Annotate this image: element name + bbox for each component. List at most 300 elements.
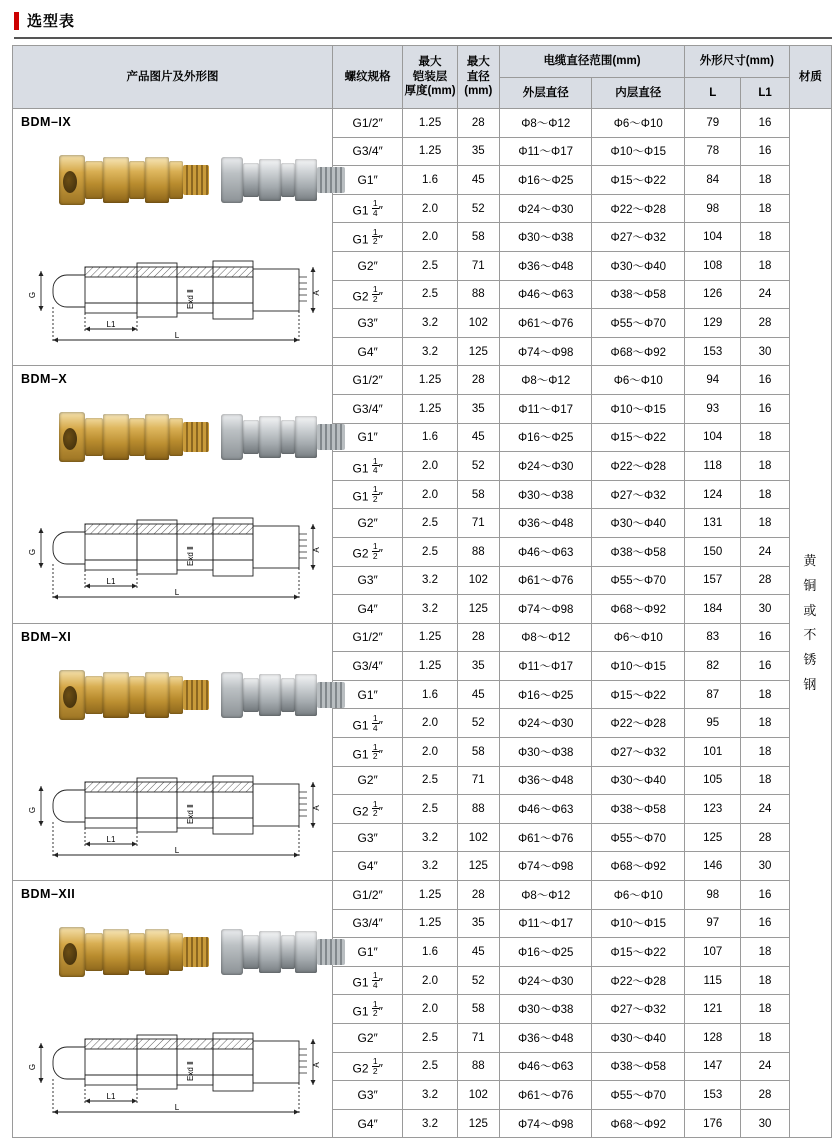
header-maxdia-line3: (mm) xyxy=(464,85,493,98)
cell-max-diameter: 35 xyxy=(457,652,499,681)
cell-inner-diameter: Φ15～Φ22 xyxy=(592,938,685,967)
thread-fraction: $\frac{1}{2}$ xyxy=(372,1056,378,1076)
cell-max-diameter: 102 xyxy=(457,309,499,338)
header-thread: 螺纹规格 xyxy=(332,46,402,109)
cell-armor-thickness: 2.0 xyxy=(403,966,457,995)
cell-max-diameter: 28 xyxy=(457,881,499,910)
brass-cable-gland-photo xyxy=(59,925,209,979)
cell-max-diameter: 28 xyxy=(457,623,499,652)
thread-fraction: $\frac{1}{4}$ xyxy=(372,713,378,733)
cell-inner-diameter: Φ6～Φ10 xyxy=(592,366,685,395)
cell-outer-diameter: Φ11～Φ17 xyxy=(499,909,592,938)
header-maxdia-line1: 最大 xyxy=(466,56,490,69)
material-char: 不 xyxy=(803,627,818,643)
cell-thread-spec: G2″ xyxy=(332,251,402,280)
cell-outer-diameter: Φ74～Φ98 xyxy=(499,337,592,366)
brass-hex-nut xyxy=(103,672,129,718)
cell-thread-spec: G3″ xyxy=(332,1081,402,1110)
steel-segment xyxy=(281,163,295,197)
cell-armor-thickness: 3.2 xyxy=(403,1081,457,1110)
cell-max-diameter: 45 xyxy=(457,938,499,967)
cell-inner-diameter: Φ38～Φ58 xyxy=(592,280,685,309)
brass-hex-nut xyxy=(145,414,169,460)
cell-outer-diameter: Φ61～Φ76 xyxy=(499,823,592,852)
cell-inner-diameter: Φ38～Φ58 xyxy=(592,537,685,566)
cell-armor-thickness: 3.2 xyxy=(403,823,457,852)
cell-armor-thickness: 3.2 xyxy=(403,566,457,595)
cell-armor-thickness: 1.25 xyxy=(403,366,457,395)
cell-armor-thickness: 2.5 xyxy=(403,795,457,824)
cell-length-L: 157 xyxy=(685,566,741,595)
cell-armor-thickness: 2.5 xyxy=(403,280,457,309)
cell-thread-spec: G3/4″ xyxy=(332,909,402,938)
cell-max-diameter: 58 xyxy=(457,480,499,509)
cell-length-L1: 24 xyxy=(741,280,789,309)
thread-fraction: $\frac{1}{4}$ xyxy=(372,970,378,990)
cell-length-L: 97 xyxy=(685,909,741,938)
cell-length-L: 93 xyxy=(685,394,741,423)
outline-drawing xyxy=(27,1013,323,1121)
steel-segment xyxy=(281,678,295,712)
drawing-label-L: L xyxy=(174,845,180,855)
cell-length-L1: 18 xyxy=(741,738,789,767)
cell-armor-thickness: 2.0 xyxy=(403,738,457,767)
cell-max-diameter: 102 xyxy=(457,566,499,595)
cell-length-L: 131 xyxy=(685,509,741,538)
cell-inner-diameter: Φ6～Φ10 xyxy=(592,109,685,138)
thread-fraction: $\frac{1}{2}$ xyxy=(372,284,378,304)
outline-drawing-svg xyxy=(27,241,323,345)
cell-armor-thickness: 2.5 xyxy=(403,1024,457,1053)
thread-fraction: $\frac{1}{2}$ xyxy=(372,484,378,504)
cell-armor-thickness: 1.25 xyxy=(403,881,457,910)
header-outer-diameter: 外层直径 xyxy=(499,77,592,109)
cell-armor-thickness: 3.2 xyxy=(403,1109,457,1138)
cell-max-diameter: 88 xyxy=(457,537,499,566)
cell-length-L1: 18 xyxy=(741,194,789,223)
drawing-label-L1: L1 xyxy=(106,834,116,844)
cell-outer-diameter: Φ16～Φ25 xyxy=(499,938,592,967)
header-max-diameter xyxy=(457,46,499,109)
cell-thread-spec: G1 $\frac{1}{2}$ ″ xyxy=(332,738,402,767)
outline-drawing xyxy=(27,241,323,349)
cell-length-L: 78 xyxy=(685,137,741,166)
cell-thread-spec: G1 $\frac{1}{4}$ ″ xyxy=(332,452,402,481)
cell-armor-thickness: 1.25 xyxy=(403,652,457,681)
drawing-label-L: L xyxy=(174,588,180,598)
steel-hex-nut xyxy=(295,159,317,201)
cell-outer-diameter: Φ74～Φ98 xyxy=(499,852,592,881)
cell-max-diameter: 28 xyxy=(457,109,499,138)
cell-length-L: 153 xyxy=(685,337,741,366)
cell-inner-diameter: Φ27～Φ32 xyxy=(592,738,685,767)
drawing-label-A: A xyxy=(312,547,321,554)
model-label: BDM–X xyxy=(21,372,68,387)
cell-length-L1: 18 xyxy=(741,480,789,509)
cell-thread-spec: G1″ xyxy=(332,166,402,195)
cell-max-diameter: 102 xyxy=(457,1081,499,1110)
cell-max-diameter: 58 xyxy=(457,995,499,1024)
cell-outer-diameter: Φ30～Φ38 xyxy=(499,480,592,509)
header-maxdia-line2: 直径 xyxy=(466,70,490,83)
brass-segment xyxy=(129,933,145,971)
cell-outer-diameter: Φ36～Φ48 xyxy=(499,766,592,795)
brass-segment xyxy=(169,161,183,199)
cell-inner-diameter: Φ15～Φ22 xyxy=(592,423,685,452)
cell-length-L1: 18 xyxy=(741,223,789,252)
cell-thread-spec: G3/4″ xyxy=(332,394,402,423)
cell-thread-spec: G4″ xyxy=(332,595,402,624)
product-image-cell xyxy=(13,366,333,623)
cell-length-L1: 18 xyxy=(741,166,789,195)
cell-length-L: 128 xyxy=(685,1024,741,1053)
cell-max-diameter: 125 xyxy=(457,337,499,366)
cell-outer-diameter: Φ8～Φ12 xyxy=(499,623,592,652)
cell-inner-diameter: Φ55～Φ70 xyxy=(592,1081,685,1110)
cell-length-L1: 16 xyxy=(741,652,789,681)
cell-max-diameter: 71 xyxy=(457,766,499,795)
cell-max-diameter: 71 xyxy=(457,509,499,538)
steel-segment xyxy=(243,935,259,969)
cell-max-diameter: 35 xyxy=(457,394,499,423)
cell-length-L: 147 xyxy=(685,1052,741,1081)
cell-thread-spec: G4″ xyxy=(332,1109,402,1138)
brass-hex-nut xyxy=(103,157,129,203)
cell-length-L1: 18 xyxy=(741,966,789,995)
brass-segment xyxy=(85,418,103,456)
cell-thread-spec: G2″ xyxy=(332,509,402,538)
cell-length-L: 153 xyxy=(685,1081,741,1110)
cell-max-diameter: 71 xyxy=(457,251,499,280)
page-title-bar xyxy=(0,0,840,37)
drawing-label-A: A xyxy=(312,290,321,296)
cell-length-L1: 30 xyxy=(741,852,789,881)
cell-length-L1: 28 xyxy=(741,309,789,338)
outline-drawing xyxy=(27,756,323,864)
thread-fraction: $\frac{1}{4}$ xyxy=(372,198,378,218)
cell-thread-spec: G4″ xyxy=(332,337,402,366)
cell-thread-spec: G1 $\frac{1}{4}$ ″ xyxy=(332,966,402,995)
drawing-label-exd: Exd Ⅱ xyxy=(186,289,195,309)
cell-inner-diameter: Φ22～Φ28 xyxy=(592,194,685,223)
cell-outer-diameter: Φ24～Φ30 xyxy=(499,194,592,223)
cell-armor-thickness: 1.6 xyxy=(403,423,457,452)
cell-armor-thickness: 2.0 xyxy=(403,995,457,1024)
cell-thread-spec: G3″ xyxy=(332,566,402,595)
cell-inner-diameter: Φ27～Φ32 xyxy=(592,223,685,252)
cell-armor-thickness: 2.5 xyxy=(403,251,457,280)
selection-table xyxy=(12,45,832,1138)
cell-inner-diameter: Φ6～Φ10 xyxy=(592,623,685,652)
cell-outer-diameter: Φ30～Φ38 xyxy=(499,223,592,252)
brass-cable-gland-photo xyxy=(59,153,209,207)
cell-inner-diameter: Φ27～Φ32 xyxy=(592,995,685,1024)
cell-length-L: 108 xyxy=(685,251,741,280)
brass-hex-nut xyxy=(145,157,169,203)
header-cable-range: 电缆直径范围(mm) xyxy=(499,46,684,78)
thread-fraction: $\frac{1}{2}$ xyxy=(372,541,378,561)
cell-thread-spec: G1 $\frac{1}{4}$ ″ xyxy=(332,709,402,738)
cell-inner-diameter: Φ30～Φ40 xyxy=(592,1024,685,1053)
cell-max-diameter: 88 xyxy=(457,795,499,824)
cell-inner-diameter: Φ55～Φ70 xyxy=(592,566,685,595)
cell-length-L: 83 xyxy=(685,623,741,652)
drawing-label-L1: L1 xyxy=(106,1092,116,1102)
cell-length-L1: 18 xyxy=(741,709,789,738)
cell-thread-spec: G3″ xyxy=(332,823,402,852)
cell-length-L1: 16 xyxy=(741,881,789,910)
cell-length-L1: 18 xyxy=(741,1024,789,1053)
cell-length-L1: 16 xyxy=(741,366,789,395)
cell-inner-diameter: Φ15～Φ22 xyxy=(592,680,685,709)
cell-inner-diameter: Φ68～Φ92 xyxy=(592,852,685,881)
cell-inner-diameter: Φ55～Φ70 xyxy=(592,309,685,338)
header-armor-line1: 最大 xyxy=(418,56,442,69)
drawing-label-G: G xyxy=(28,1063,37,1071)
cell-max-diameter: 52 xyxy=(457,194,499,223)
steel-thread xyxy=(317,167,345,193)
cell-length-L1: 18 xyxy=(741,423,789,452)
cell-max-diameter: 45 xyxy=(457,423,499,452)
cell-material xyxy=(789,109,831,1138)
cell-outer-diameter: Φ30～Φ38 xyxy=(499,995,592,1024)
brass-hex-nut xyxy=(145,929,169,975)
cell-thread-spec: G1″ xyxy=(332,680,402,709)
brass-segment xyxy=(129,418,145,456)
cell-max-diameter: 88 xyxy=(457,280,499,309)
title-divider xyxy=(14,37,832,39)
cell-length-L1: 18 xyxy=(741,995,789,1024)
cell-outer-diameter: Φ24～Φ30 xyxy=(499,709,592,738)
steel-entry-cap xyxy=(221,414,243,460)
cell-length-L: 176 xyxy=(685,1109,741,1138)
brass-cable-gland-photo xyxy=(59,410,209,464)
cell-armor-thickness: 2.0 xyxy=(403,709,457,738)
brass-thread xyxy=(183,422,209,452)
cell-max-diameter: 45 xyxy=(457,680,499,709)
cell-thread-spec: G2″ xyxy=(332,1024,402,1053)
cell-thread-spec: G1/2″ xyxy=(332,623,402,652)
brass-entry-cap xyxy=(59,155,85,205)
cell-length-L1: 24 xyxy=(741,795,789,824)
cell-armor-thickness: 2.0 xyxy=(403,480,457,509)
drawing-label-L: L xyxy=(174,1103,180,1113)
cell-outer-diameter: Φ61～Φ76 xyxy=(499,566,592,595)
cell-length-L1: 16 xyxy=(741,137,789,166)
steel-segment xyxy=(243,420,259,454)
cell-inner-diameter: Φ55～Φ70 xyxy=(592,823,685,852)
brass-segment xyxy=(129,676,145,714)
cell-length-L1: 18 xyxy=(741,452,789,481)
cell-inner-diameter: Φ30～Φ40 xyxy=(592,766,685,795)
cell-thread-spec: G2 $\frac{1}{2}$ ″ xyxy=(332,537,402,566)
drawing-label-L1: L1 xyxy=(106,577,116,587)
steel-segment xyxy=(281,935,295,969)
header-armor-line2: 铠装层 xyxy=(412,70,448,83)
cell-length-L: 129 xyxy=(685,309,741,338)
table-wrapper xyxy=(0,45,840,1148)
cell-outer-diameter: Φ61～Φ76 xyxy=(499,309,592,338)
cell-outer-diameter: Φ24～Φ30 xyxy=(499,966,592,995)
brass-bore xyxy=(63,943,77,965)
cell-length-L1: 30 xyxy=(741,595,789,624)
page-title: 选型表 xyxy=(27,13,76,30)
cell-max-diameter: 45 xyxy=(457,166,499,195)
cell-inner-diameter: Φ30～Φ40 xyxy=(592,251,685,280)
steel-cable-gland-photo xyxy=(221,153,347,207)
cell-length-L: 146 xyxy=(685,852,741,881)
thread-fraction: $\frac{1}{2}$ xyxy=(372,798,378,819)
material-char: 黄 xyxy=(803,553,818,569)
cell-inner-diameter: Φ6～Φ10 xyxy=(592,881,685,910)
brass-entry-cap xyxy=(59,670,85,720)
cell-max-diameter: 35 xyxy=(457,909,499,938)
cell-inner-diameter: Φ10～Φ15 xyxy=(592,909,685,938)
model-label: BDM–XII xyxy=(21,887,76,902)
drawing-label-G: G xyxy=(28,291,37,299)
steel-entry-cap xyxy=(221,672,243,718)
cell-length-L: 126 xyxy=(685,280,741,309)
product-image-cell xyxy=(13,881,333,1138)
cell-thread-spec: G1″ xyxy=(332,423,402,452)
steel-segment xyxy=(243,678,259,712)
drawing-label-L: L xyxy=(174,331,180,340)
cell-armor-thickness: 2.0 xyxy=(403,452,457,481)
title-accent-mark xyxy=(14,12,19,30)
cell-outer-diameter: Φ16～Φ25 xyxy=(499,423,592,452)
drawing-label-G: G xyxy=(28,549,37,556)
steel-thread xyxy=(317,939,345,965)
cell-thread-spec: G2 $\frac{1}{2}$ ″ xyxy=(332,280,402,309)
steel-segment xyxy=(243,163,259,197)
cell-armor-thickness: 1.25 xyxy=(403,109,457,138)
cell-inner-diameter: Φ22～Φ28 xyxy=(592,452,685,481)
brass-bore xyxy=(63,171,77,193)
drawing-label-exd: Exd Ⅱ xyxy=(186,546,195,567)
cell-outer-diameter: Φ46～Φ63 xyxy=(499,795,592,824)
product-photo xyxy=(23,646,323,754)
drawing-label-exd: Exd Ⅱ xyxy=(186,803,195,824)
cell-max-diameter: 125 xyxy=(457,852,499,881)
cell-inner-diameter: Φ10～Φ15 xyxy=(592,137,685,166)
brass-segment xyxy=(129,161,145,199)
brass-segment xyxy=(85,933,103,971)
cell-thread-spec: G1 $\frac{1}{2}$ ″ xyxy=(332,480,402,509)
brass-segment xyxy=(85,161,103,199)
brass-segment xyxy=(169,676,183,714)
cell-armor-thickness: 2.5 xyxy=(403,766,457,795)
cell-length-L: 95 xyxy=(685,709,741,738)
cell-outer-diameter: Φ36～Φ48 xyxy=(499,251,592,280)
table-row xyxy=(13,881,832,910)
cell-outer-diameter: Φ24～Φ30 xyxy=(499,452,592,481)
cell-length-L1: 18 xyxy=(741,251,789,280)
cell-armor-thickness: 2.5 xyxy=(403,509,457,538)
header-material: 材质 xyxy=(789,46,831,109)
material-char: 铜 xyxy=(803,577,818,593)
cell-length-L1: 28 xyxy=(741,1081,789,1110)
steel-cable-gland-photo xyxy=(221,410,347,464)
cell-length-L: 104 xyxy=(685,423,741,452)
cell-armor-thickness: 2.0 xyxy=(403,223,457,252)
cell-length-L: 87 xyxy=(685,680,741,709)
steel-entry-cap xyxy=(221,929,243,975)
cell-outer-diameter: Φ11～Φ17 xyxy=(499,652,592,681)
cell-length-L1: 30 xyxy=(741,1109,789,1138)
material-char: 或 xyxy=(803,602,818,618)
cell-armor-thickness: 3.2 xyxy=(403,337,457,366)
cell-thread-spec: G3″ xyxy=(332,309,402,338)
thread-fraction: $\frac{1}{2}$ xyxy=(372,998,378,1019)
cell-armor-thickness: 3.2 xyxy=(403,595,457,624)
cell-armor-thickness: 3.2 xyxy=(403,309,457,338)
cell-inner-diameter: Φ10～Φ15 xyxy=(592,394,685,423)
cell-outer-diameter: Φ11～Φ17 xyxy=(499,394,592,423)
cell-length-L: 105 xyxy=(685,766,741,795)
steel-hex-nut xyxy=(259,416,281,458)
steel-hex-nut xyxy=(259,931,281,973)
cell-max-diameter: 52 xyxy=(457,709,499,738)
header-armor-line3: 厚度(mm) xyxy=(404,85,456,98)
cell-length-L: 115 xyxy=(685,966,741,995)
thread-fraction: $\frac{1}{2}$ xyxy=(372,741,378,762)
cell-outer-diameter: Φ16～Φ25 xyxy=(499,166,592,195)
cell-thread-spec: G3/4″ xyxy=(332,652,402,681)
cell-length-L1: 24 xyxy=(741,1052,789,1081)
cell-armor-thickness: 1.6 xyxy=(403,680,457,709)
cell-inner-diameter: Φ30～Φ40 xyxy=(592,509,685,538)
table-body xyxy=(13,109,832,1138)
cell-max-diameter: 58 xyxy=(457,223,499,252)
cell-max-diameter: 71 xyxy=(457,1024,499,1053)
thread-fraction: $\frac{1}{4}$ xyxy=(372,455,378,476)
cell-armor-thickness: 2.0 xyxy=(403,194,457,223)
cell-inner-diameter: Φ22～Φ28 xyxy=(592,966,685,995)
outline-drawing-svg xyxy=(27,1013,323,1117)
outline-drawing-svg xyxy=(27,756,323,860)
cell-max-diameter: 58 xyxy=(457,738,499,767)
cell-length-L: 98 xyxy=(685,194,741,223)
cell-thread-spec: G1/2″ xyxy=(332,109,402,138)
cell-outer-diameter: Φ30～Φ38 xyxy=(499,738,592,767)
steel-entry-cap xyxy=(221,157,243,203)
cell-length-L1: 24 xyxy=(741,537,789,566)
table-row xyxy=(13,366,832,395)
brass-bore xyxy=(63,428,77,450)
table-header xyxy=(13,46,832,109)
header-armor-thickness xyxy=(403,46,457,109)
cell-armor-thickness: 1.6 xyxy=(403,938,457,967)
cell-inner-diameter: Φ38～Φ58 xyxy=(592,795,685,824)
brass-entry-cap xyxy=(59,927,85,977)
cell-max-diameter: 28 xyxy=(457,366,499,395)
cell-length-L1: 18 xyxy=(741,680,789,709)
material-char: 锈 xyxy=(803,651,818,667)
brass-hex-nut xyxy=(145,672,169,718)
product-image-cell xyxy=(13,109,333,366)
cell-outer-diameter: Φ8～Φ12 xyxy=(499,881,592,910)
cell-armor-thickness: 1.25 xyxy=(403,137,457,166)
cell-armor-thickness: 3.2 xyxy=(403,852,457,881)
cell-outer-diameter: Φ36～Φ48 xyxy=(499,509,592,538)
header-dimensions: 外形尺寸(mm) xyxy=(685,46,790,78)
cell-thread-spec: G1″ xyxy=(332,938,402,967)
cell-armor-thickness: 1.25 xyxy=(403,394,457,423)
product-image-cell xyxy=(13,623,333,880)
cell-outer-diameter: Φ74～Φ98 xyxy=(499,595,592,624)
cell-length-L: 79 xyxy=(685,109,741,138)
cell-armor-thickness: 2.5 xyxy=(403,537,457,566)
